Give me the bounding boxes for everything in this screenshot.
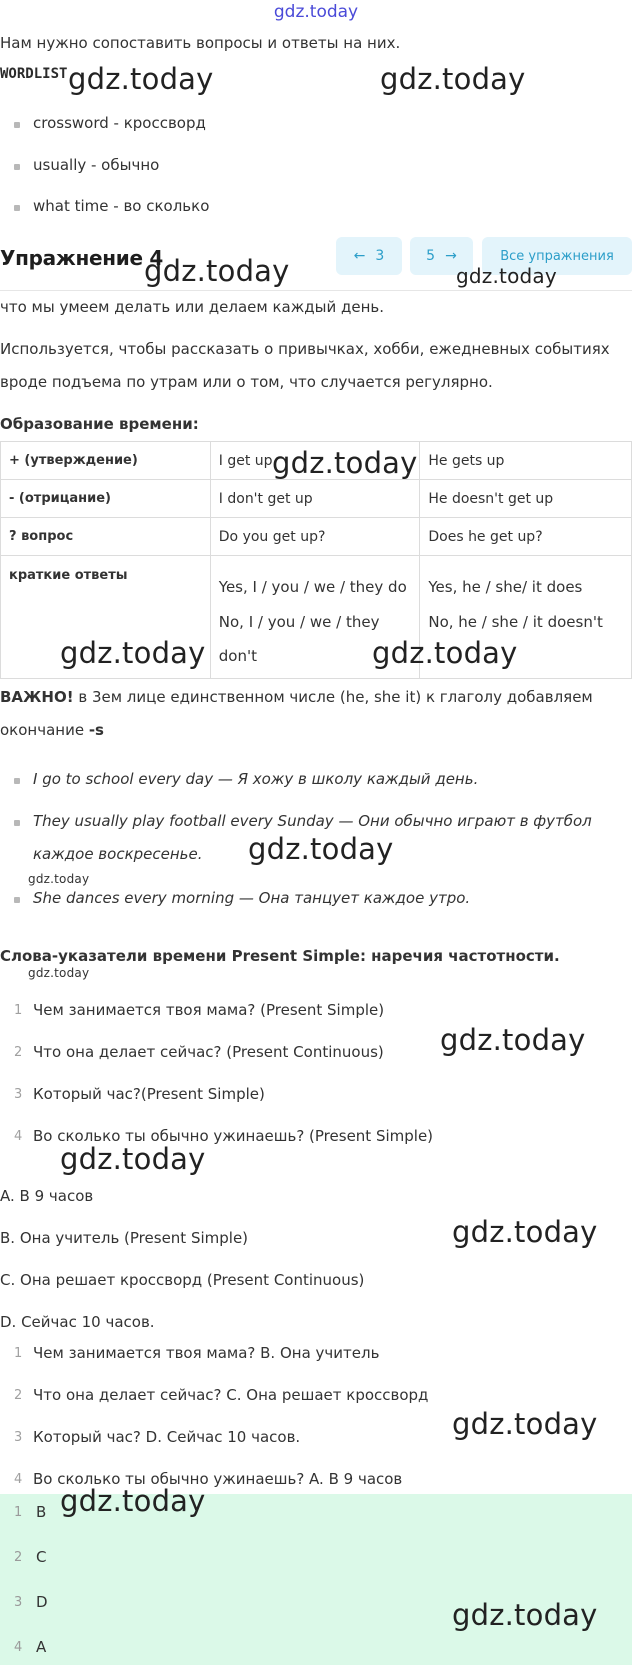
- theory-line: Используется, чтобы рассказать о привычках, хобби, ежедневных событиях: [0, 340, 610, 358]
- bullet-icon: [14, 897, 20, 903]
- watermark: gdz.today: [144, 254, 290, 288]
- table-cell: He doesn't get up: [420, 480, 632, 518]
- watermark: gdz.today: [452, 1215, 598, 1249]
- question-item: Чем занимается твоя мама? (Present Simple): [33, 1001, 385, 1019]
- watermark: gdz.today: [272, 446, 418, 480]
- matched-number: 1: [14, 1346, 23, 1361]
- matched-item: Чем занимается твоя мама? B. Она учитель: [33, 1344, 380, 1362]
- wordlist-item: what time - во сколько: [33, 197, 210, 215]
- matched-item: Во сколько ты обычно ужинаешь? A. В 9 часов: [33, 1470, 403, 1488]
- theory-line: вроде подъема по утрам или о том, что случается регулярно.: [0, 373, 493, 391]
- question-item: Что она делает сейчас? (Present Continuous): [33, 1043, 384, 1061]
- theory-line: что мы умеем делать или делаем каждый день.: [0, 298, 384, 316]
- table-cell: Do you get up?: [210, 518, 420, 556]
- markers-title: Слова-указатели времени Present Simple: наречия частотности.: [0, 947, 560, 965]
- question-item: Который час?(Present Simple): [33, 1085, 265, 1103]
- top-watermark: gdz.today: [273, 2, 359, 22]
- next-exercise-label: 5: [426, 248, 436, 264]
- option-item: D. Сейчас 10 часов.: [0, 1313, 155, 1331]
- prev-exercise-button[interactable]: [336, 237, 402, 275]
- example-item-cont: каждое воскресенье.: [33, 845, 203, 863]
- watermark: gdz.today: [28, 872, 90, 886]
- answer-value: B: [36, 1503, 47, 1521]
- watermark: gdz.today: [440, 1023, 586, 1057]
- table-cell: Does he get up?: [420, 518, 632, 556]
- watermark: gdz.today: [248, 832, 394, 866]
- answer-number: 3: [14, 1595, 23, 1610]
- wordlist-item: usually - обычно: [33, 156, 160, 174]
- table-row: [1, 480, 632, 518]
- intro-text: Нам нужно сопоставить вопросы и ответы на них.: [0, 34, 401, 52]
- question-number: 4: [14, 1129, 23, 1144]
- watermark: gdz.today: [452, 1407, 598, 1441]
- formation-title: Образование времени:: [0, 415, 199, 433]
- important-text: в 3ем лице единственном числе (he, she it) к глаголу добавляем: [73, 688, 593, 706]
- matched-number: 4: [14, 1472, 23, 1487]
- watermark: gdz.today: [452, 1598, 598, 1632]
- watermark: gdz.today: [60, 1142, 206, 1176]
- answer-value: A: [36, 1638, 47, 1656]
- answer-block: [0, 1494, 632, 1665]
- watermark: gdz.today: [380, 62, 526, 96]
- matched-number: 2: [14, 1388, 23, 1403]
- short-answer-no-cont: don't: [218, 647, 257, 665]
- example-item: I go to school every day — Я хожу в школу каждый день.: [33, 770, 479, 788]
- example-item: They usually play football every Sunday — Они обычно играют в футбол: [33, 812, 592, 830]
- important-ending: -s: [88, 721, 104, 739]
- table-cell: I get up: [210, 442, 420, 480]
- important-label: ВАЖНО!: [0, 688, 74, 706]
- bullet-icon: [14, 820, 20, 826]
- bullet-icon: [14, 205, 20, 211]
- short-answer-yes: Yes, I / you / we / they do: [218, 578, 407, 596]
- table-cell: I don't get up: [210, 480, 420, 518]
- bullet-icon: [14, 122, 20, 128]
- watermark: gdz.today: [372, 636, 518, 670]
- important-note-line2: [0, 721, 104, 739]
- bullet-icon: [14, 164, 20, 170]
- matched-item: Что она делает сейчас? C. Она решает кроссворд: [33, 1386, 429, 1404]
- table-cell-label: ? вопрос: [1, 518, 211, 556]
- divider: [0, 290, 632, 291]
- answer-value: D: [36, 1593, 48, 1611]
- watermark: gdz.today: [68, 62, 214, 96]
- important-note: [0, 688, 593, 706]
- short-answer-yes: Yes, he / she/ it does: [428, 578, 583, 596]
- watermark: gdz.today: [28, 966, 90, 980]
- table-row: [1, 518, 632, 556]
- option-item: C. Она решает кроссворд (Present Continuous): [0, 1271, 365, 1289]
- bullet-icon: [14, 778, 20, 784]
- example-item: She dances every morning — Она танцует каждое утро.: [33, 889, 471, 907]
- matched-number: 3: [14, 1430, 23, 1445]
- wordlist-item: crossword - кроссворд: [33, 114, 206, 132]
- exercise-title: Упражнение 4: [0, 246, 164, 270]
- all-exercises-button[interactable]: Все упражнения: [482, 237, 632, 275]
- watermark: gdz.today: [60, 1484, 206, 1518]
- short-answer-no: No, I / you / we / they: [218, 613, 380, 631]
- answer-number: 2: [14, 1550, 23, 1565]
- watermark: gdz.today: [456, 264, 557, 288]
- question-number: 1: [14, 1003, 23, 1018]
- answer-value: C: [36, 1548, 47, 1566]
- arrow-left-icon: ←: [353, 248, 366, 264]
- wordlist-heading: WORDLIST: [0, 66, 68, 82]
- question-number: 2: [14, 1045, 23, 1060]
- table-cell-label: - (отрицание): [1, 480, 211, 518]
- arrow-right-icon: →: [445, 248, 457, 264]
- table-cell-label: + (утверждение): [1, 442, 211, 480]
- answer-number: 1: [14, 1505, 23, 1520]
- short-answer-no: No, he / she / it doesn't: [428, 613, 603, 631]
- answer-number: 4: [14, 1640, 23, 1655]
- table-cell-label: краткие ответы: [1, 556, 211, 679]
- watermark: gdz.today: [60, 636, 206, 670]
- question-number: 3: [14, 1087, 23, 1102]
- option-item: A. В 9 часов: [0, 1187, 94, 1205]
- prev-exercise-label: 3: [375, 248, 385, 264]
- table-cell: He gets up: [420, 442, 632, 480]
- important-ending-text: окончание: [0, 721, 89, 739]
- question-item: Во сколько ты обычно ужинаешь? (Present Simple): [33, 1127, 434, 1145]
- option-item: B. Она учитель (Present Simple): [0, 1229, 249, 1247]
- matched-item: Который час? D. Сейчас 10 часов.: [33, 1428, 301, 1446]
